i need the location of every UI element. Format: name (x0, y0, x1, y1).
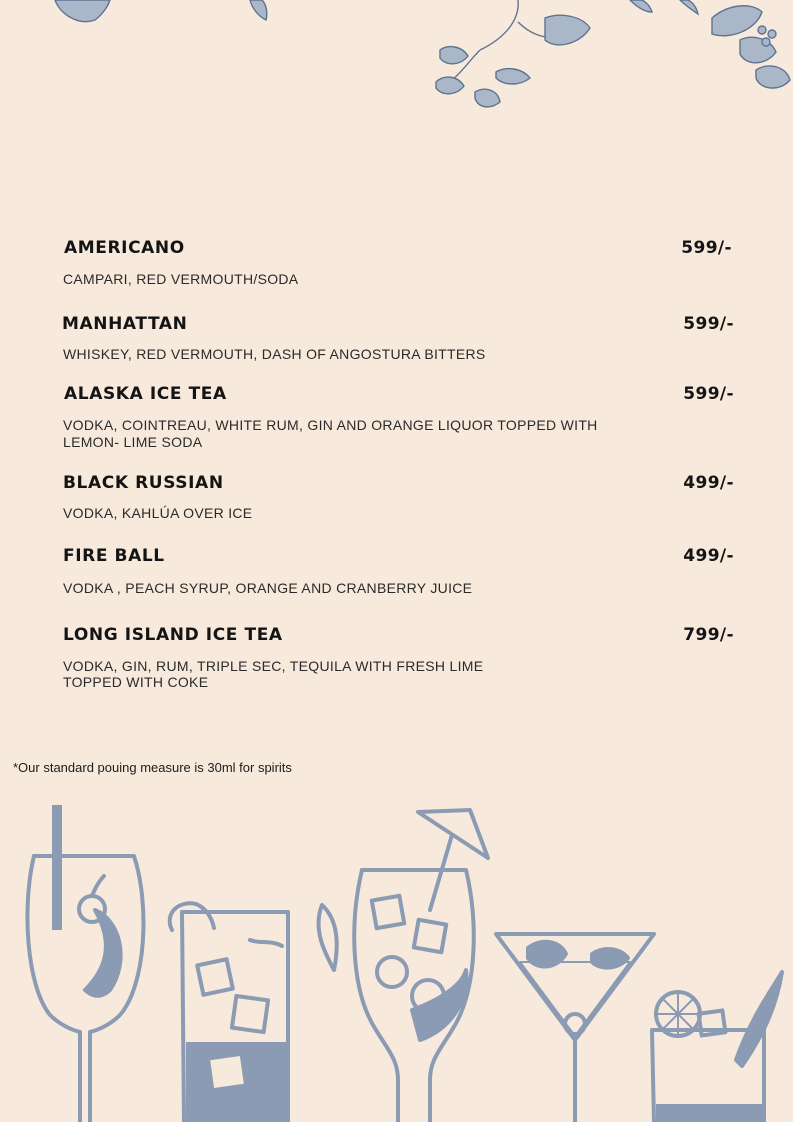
item-name: ALASKA ICE TEA (64, 384, 227, 404)
item-name: LONG ISLAND ICE TEA (63, 625, 283, 645)
item-price: 599/- (683, 384, 734, 404)
hurricane-glass-icon (319, 810, 488, 1122)
item-description: VODKA, COINTREAU, WHITE RUM, GIN AND ORANGE LIQUOR TOPPED WITH LEMON- LIME SODA (63, 417, 598, 450)
item-description: VODKA, KAHLÚA OVER ICE (63, 505, 253, 521)
top-foliage-decoration (0, 0, 793, 130)
item-price: 599/- (683, 314, 734, 334)
item-name: BLACK RUSSIAN (63, 473, 224, 493)
item-price: 599/- (681, 238, 732, 258)
wine-glass-icon (27, 805, 143, 1122)
item-price: 499/- (683, 546, 734, 566)
item-name: FIRE BALL (63, 546, 165, 566)
item-description: CAMPARI, RED VERMOUTH/SODA (63, 271, 299, 287)
item-name: MANHATTAN (62, 314, 188, 334)
highball-glass-icon (170, 903, 288, 1122)
rocks-glass-icon (652, 972, 782, 1122)
item-description: VODKA, GIN, RUM, TRIPLE SEC, TEQUILA WITH FRESH LIME TOPPED WITH COKE (63, 658, 484, 690)
item-price: 799/- (683, 625, 734, 645)
item-price: 499/- (683, 473, 734, 493)
item-description: VODKA , PEACH SYRUP, ORANGE AND CRANBERRY JUICE (63, 580, 473, 596)
leaf-branch-icon (55, 0, 267, 22)
footnote: *Our standard pouing measure is 30ml for spirits (13, 760, 292, 775)
martini-glass-icon (496, 934, 654, 1122)
berry-branch-icon (436, 0, 790, 107)
item-name: AMERICANO (64, 238, 185, 258)
item-description: WHISKEY, RED VERMOUTH, DASH OF ANGOSTURA BITTERS (63, 346, 486, 362)
